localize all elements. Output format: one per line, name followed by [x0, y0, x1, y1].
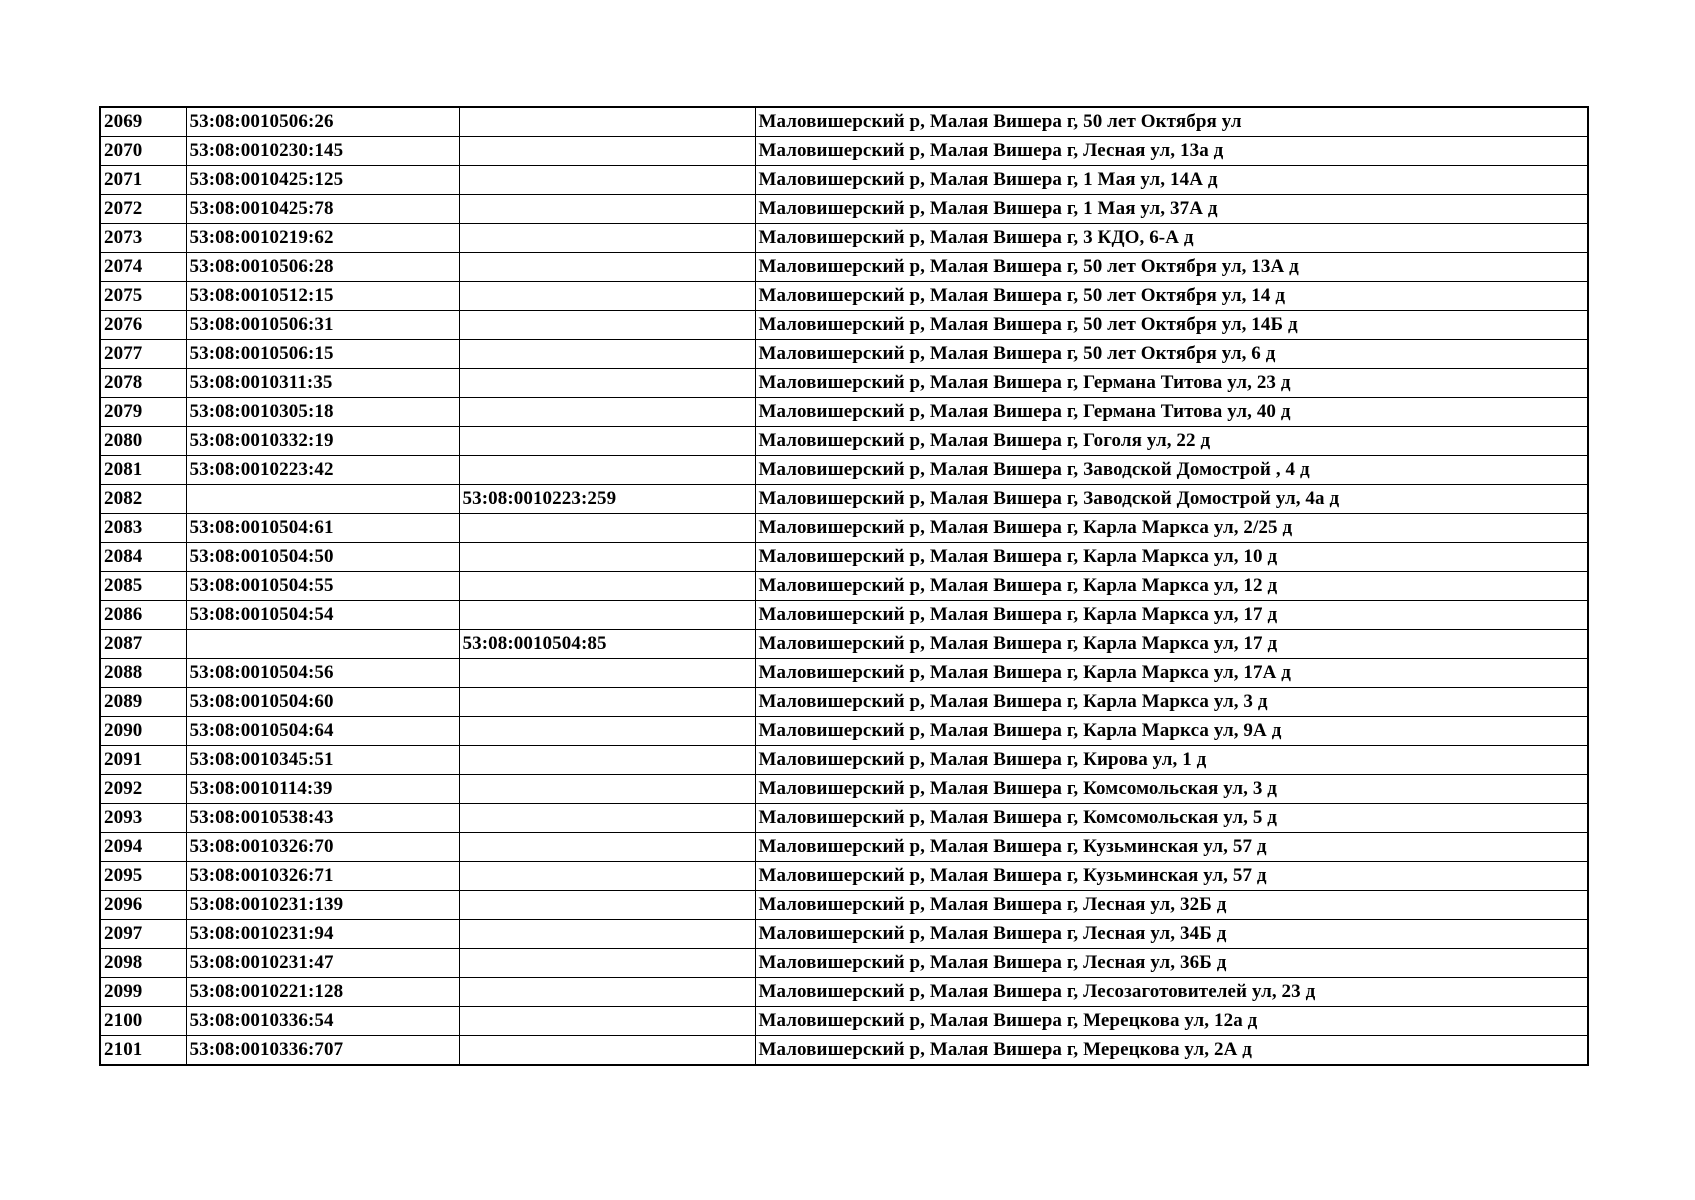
cadastral-number-cell: 53:08:0010336:707 — [186, 1036, 459, 1066]
row-number-cell: 2074 — [100, 253, 186, 282]
row-number-cell: 2090 — [100, 717, 186, 746]
row-number-cell: 2095 — [100, 862, 186, 891]
row-number-cell: 2085 — [100, 572, 186, 601]
secondary-cadastral-number-cell — [459, 282, 755, 311]
row-number-cell: 2099 — [100, 978, 186, 1007]
table-row — [100, 688, 1588, 717]
row-number-cell: 2071 — [100, 166, 186, 195]
table-row — [100, 746, 1588, 775]
row-number-cell: 2075 — [100, 282, 186, 311]
address-cell: Маловишерский р, Малая Вишера г, Мерецкова ул, 12а д — [755, 1007, 1588, 1036]
secondary-cadastral-number-cell — [459, 369, 755, 398]
row-number-cell: 2088 — [100, 659, 186, 688]
address-cell: Маловишерский р, Малая Вишера г, Гоголя ул, 22 д — [755, 427, 1588, 456]
address-cell: Маловишерский р, Малая Вишера г, 1 Мая ул, 37А д — [755, 195, 1588, 224]
cadastral-number-cell: 53:08:0010504:55 — [186, 572, 459, 601]
cadastral-number-cell: 53:08:0010223:42 — [186, 456, 459, 485]
secondary-cadastral-number-cell — [459, 775, 755, 804]
cadastral-number-cell: 53:08:0010425:78 — [186, 195, 459, 224]
cadastral-number-cell: 53:08:0010504:61 — [186, 514, 459, 543]
address-cell: Маловишерский р, Малая Вишера г, Карла Маркса ул, 17 д — [755, 630, 1588, 659]
row-number-cell: 2069 — [100, 107, 186, 137]
address-cell: Маловишерский р, Малая Вишера г, Карла Маркса ул, 12 д — [755, 572, 1588, 601]
cadastral-number-cell: 53:08:0010114:39 — [186, 775, 459, 804]
address-cell: Маловишерский р, Малая Вишера г, Лесная ул, 34Б д — [755, 920, 1588, 949]
cadastral-number-cell: 53:08:0010326:71 — [186, 862, 459, 891]
address-cell: Маловишерский р, Малая Вишера г, Карла Маркса ул, 17 д — [755, 601, 1588, 630]
row-number-cell: 2100 — [100, 1007, 186, 1036]
table-row — [100, 543, 1588, 572]
table-row — [100, 1036, 1588, 1066]
cadastral-number-cell — [186, 630, 459, 659]
row-number-cell: 2089 — [100, 688, 186, 717]
address-cell: Маловишерский р, Малая Вишера г, Карла Маркса ул, 3 д — [755, 688, 1588, 717]
row-number-cell: 2094 — [100, 833, 186, 862]
table-row — [100, 514, 1588, 543]
table-row — [100, 572, 1588, 601]
secondary-cadastral-number-cell — [459, 746, 755, 775]
table-row — [100, 978, 1588, 1007]
table-row — [100, 717, 1588, 746]
table-row — [100, 137, 1588, 166]
secondary-cadastral-number-cell — [459, 456, 755, 485]
secondary-cadastral-number-cell — [459, 340, 755, 369]
cadastral-number-cell: 53:08:0010336:54 — [186, 1007, 459, 1036]
cadastral-number-cell: 53:08:0010231:94 — [186, 920, 459, 949]
cadastral-number-cell: 53:08:0010219:62 — [186, 224, 459, 253]
address-cell: Маловишерский р, Малая Вишера г, Заводской Домострой , 4 д — [755, 456, 1588, 485]
table-row — [100, 891, 1588, 920]
cadastral-number-cell: 53:08:0010504:54 — [186, 601, 459, 630]
secondary-cadastral-number-cell — [459, 311, 755, 340]
row-number-cell: 2091 — [100, 746, 186, 775]
address-cell: Маловишерский р, Малая Вишера г, Карла Маркса ул, 17А д — [755, 659, 1588, 688]
table-row — [100, 862, 1588, 891]
cadastral-number-cell: 53:08:0010506:15 — [186, 340, 459, 369]
cadastral-number-cell: 53:08:0010221:128 — [186, 978, 459, 1007]
table-row — [100, 804, 1588, 833]
table-row — [100, 427, 1588, 456]
address-cell: Маловишерский р, Малая Вишера г, Мерецкова ул, 2А д — [755, 1036, 1588, 1066]
table-row — [100, 369, 1588, 398]
secondary-cadastral-number-cell — [459, 137, 755, 166]
address-cell: Маловишерский р, Малая Вишера г, Карла Маркса ул, 9А д — [755, 717, 1588, 746]
address-cell: Маловишерский р, Малая Вишера г, Карла Маркса ул, 2/25 д — [755, 514, 1588, 543]
secondary-cadastral-number-cell — [459, 688, 755, 717]
cadastral-number-cell: 53:08:0010506:26 — [186, 107, 459, 137]
secondary-cadastral-number-cell — [459, 1036, 755, 1066]
row-number-cell: 2070 — [100, 137, 186, 166]
address-cell: Маловишерский р, Малая Вишера г, 50 лет Октября ул, 14Б д — [755, 311, 1588, 340]
row-number-cell: 2097 — [100, 920, 186, 949]
secondary-cadastral-number-cell — [459, 107, 755, 137]
row-number-cell: 2076 — [100, 311, 186, 340]
secondary-cadastral-number-cell — [459, 224, 755, 253]
row-number-cell: 2086 — [100, 601, 186, 630]
cadastral-number-cell: 53:08:0010326:70 — [186, 833, 459, 862]
cadastral-number-cell: 53:08:0010332:19 — [186, 427, 459, 456]
address-cell: Маловишерский р, Малая Вишера г, Комсомольская ул, 3 д — [755, 775, 1588, 804]
secondary-cadastral-number-cell — [459, 949, 755, 978]
table-row — [100, 920, 1588, 949]
table-row — [100, 282, 1588, 311]
cadastral-number-cell: 53:08:0010504:64 — [186, 717, 459, 746]
table-row — [100, 659, 1588, 688]
row-number-cell: 2081 — [100, 456, 186, 485]
table-row — [100, 775, 1588, 804]
row-number-cell: 2080 — [100, 427, 186, 456]
secondary-cadastral-number-cell — [459, 572, 755, 601]
secondary-cadastral-number-cell: 53:08:0010223:259 — [459, 485, 755, 514]
secondary-cadastral-number-cell — [459, 1007, 755, 1036]
secondary-cadastral-number-cell — [459, 804, 755, 833]
row-number-cell: 2082 — [100, 485, 186, 514]
row-number-cell: 2093 — [100, 804, 186, 833]
registry-table-body — [100, 107, 1588, 1065]
secondary-cadastral-number-cell — [459, 601, 755, 630]
secondary-cadastral-number-cell — [459, 514, 755, 543]
address-cell: Маловишерский р, Малая Вишера г, Лесная ул, 36Б д — [755, 949, 1588, 978]
address-cell: Маловишерский р, Малая Вишера г, Кузьминская ул, 57 д — [755, 862, 1588, 891]
secondary-cadastral-number-cell — [459, 427, 755, 456]
row-number-cell: 2083 — [100, 514, 186, 543]
cadastral-number-cell: 53:08:0010345:51 — [186, 746, 459, 775]
address-cell: Маловишерский р, Малая Вишера г, 50 лет Октября ул — [755, 107, 1588, 137]
cadastral-number-cell: 53:08:0010512:15 — [186, 282, 459, 311]
table-row — [100, 398, 1588, 427]
cadastral-number-cell: 53:08:0010506:31 — [186, 311, 459, 340]
row-number-cell: 2084 — [100, 543, 186, 572]
table-row — [100, 601, 1588, 630]
secondary-cadastral-number-cell — [459, 833, 755, 862]
cadastral-number-cell: 53:08:0010231:139 — [186, 891, 459, 920]
address-cell: Маловишерский р, Малая Вишера г, Лесозаготовителей ул, 23 д — [755, 978, 1588, 1007]
address-cell: Маловишерский р, Малая Вишера г, Кирова ул, 1 д — [755, 746, 1588, 775]
address-cell: Маловишерский р, Малая Вишера г, Германа Титова ул, 23 д — [755, 369, 1588, 398]
cadastral-number-cell: 53:08:0010504:50 — [186, 543, 459, 572]
cadastral-number-cell: 53:08:0010504:56 — [186, 659, 459, 688]
cadastral-number-cell: 53:08:0010230:145 — [186, 137, 459, 166]
table-row — [100, 456, 1588, 485]
row-number-cell: 2087 — [100, 630, 186, 659]
address-cell: Маловишерский р, Малая Вишера г, Германа Титова ул, 40 д — [755, 398, 1588, 427]
secondary-cadastral-number-cell — [459, 891, 755, 920]
cadastral-number-cell — [186, 485, 459, 514]
address-cell: Маловишерский р, Малая Вишера г, Кузьминская ул, 57 д — [755, 833, 1588, 862]
secondary-cadastral-number-cell — [459, 920, 755, 949]
cadastral-number-cell: 53:08:0010506:28 — [186, 253, 459, 282]
table-row — [100, 224, 1588, 253]
address-cell: Маловишерский р, Малая Вишера г, 50 лет Октября ул, 13А д — [755, 253, 1588, 282]
table-row — [100, 485, 1588, 514]
secondary-cadastral-number-cell — [459, 659, 755, 688]
secondary-cadastral-number-cell — [459, 978, 755, 1007]
address-cell: Маловишерский р, Малая Вишера г, 1 Мая ул, 14А д — [755, 166, 1588, 195]
row-number-cell: 2098 — [100, 949, 186, 978]
cadastral-number-cell: 53:08:0010504:60 — [186, 688, 459, 717]
address-cell: Маловишерский р, Малая Вишера г, Лесная ул, 32Б д — [755, 891, 1588, 920]
row-number-cell: 2073 — [100, 224, 186, 253]
cadastral-number-cell: 53:08:0010425:125 — [186, 166, 459, 195]
address-cell: Маловишерский р, Малая Вишера г, Заводской Домострой ул, 4а д — [755, 485, 1588, 514]
address-cell: Маловишерский р, Малая Вишера г, Карла Маркса ул, 10 д — [755, 543, 1588, 572]
address-cell: Маловишерский р, Малая Вишера г, 3 КДО, 6-А д — [755, 224, 1588, 253]
row-number-cell: 2092 — [100, 775, 186, 804]
secondary-cadastral-number-cell — [459, 195, 755, 224]
cadastral-number-cell: 53:08:0010538:43 — [186, 804, 459, 833]
secondary-cadastral-number-cell: 53:08:0010504:85 — [459, 630, 755, 659]
table-row — [100, 166, 1588, 195]
secondary-cadastral-number-cell — [459, 398, 755, 427]
table-row — [100, 107, 1588, 137]
row-number-cell: 2079 — [100, 398, 186, 427]
table-row — [100, 340, 1588, 369]
row-number-cell: 2072 — [100, 195, 186, 224]
row-number-cell: 2101 — [100, 1036, 186, 1066]
secondary-cadastral-number-cell — [459, 253, 755, 282]
secondary-cadastral-number-cell — [459, 543, 755, 572]
table-row — [100, 1007, 1588, 1036]
cadastral-number-cell: 53:08:0010311:35 — [186, 369, 459, 398]
table-row — [100, 833, 1588, 862]
table-row — [100, 630, 1588, 659]
cadastral-number-cell: 53:08:0010231:47 — [186, 949, 459, 978]
secondary-cadastral-number-cell — [459, 166, 755, 195]
table-row — [100, 195, 1588, 224]
table-row — [100, 311, 1588, 340]
secondary-cadastral-number-cell — [459, 717, 755, 746]
cadastral-number-cell: 53:08:0010305:18 — [186, 398, 459, 427]
address-cell: Маловишерский р, Малая Вишера г, 50 лет Октября ул, 14 д — [755, 282, 1588, 311]
address-cell: Маловишерский р, Малая Вишера г, Лесная ул, 13а д — [755, 137, 1588, 166]
address-cell: Маловишерский р, Малая Вишера г, Комсомольская ул, 5 д — [755, 804, 1588, 833]
table-row — [100, 253, 1588, 282]
row-number-cell: 2078 — [100, 369, 186, 398]
secondary-cadastral-number-cell — [459, 862, 755, 891]
registry-table — [99, 106, 1589, 1066]
table-row — [100, 949, 1588, 978]
row-number-cell: 2077 — [100, 340, 186, 369]
address-cell: Маловишерский р, Малая Вишера г, 50 лет Октября ул, 6 д — [755, 340, 1588, 369]
row-number-cell: 2096 — [100, 891, 186, 920]
